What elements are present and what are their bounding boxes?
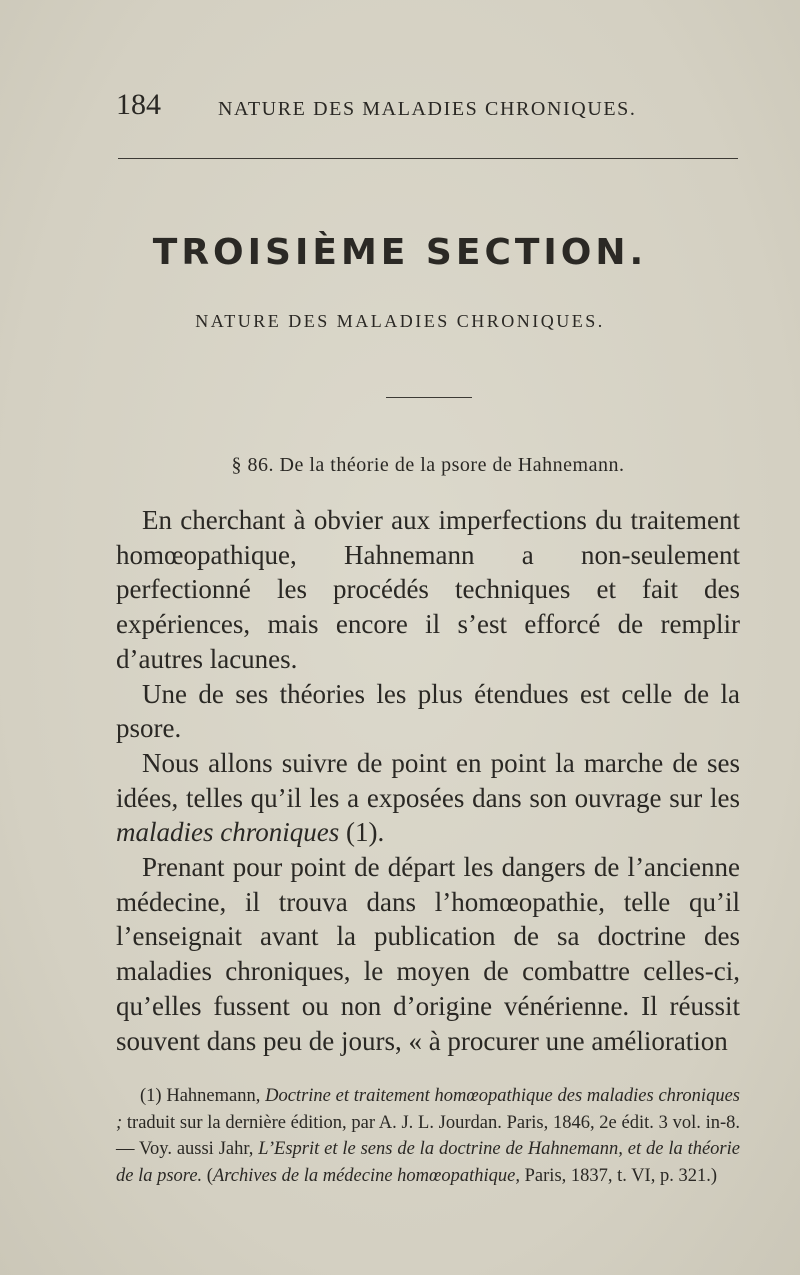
body-paragraph-2: Une de ses théories les plus étendues est celle de la psore. xyxy=(116,678,740,744)
body-text xyxy=(116,503,740,1058)
section-subtitle: NATURE DES MALADIES CHRONIQUES. xyxy=(195,311,605,331)
running-head xyxy=(116,88,738,128)
footnote-reference: (1). xyxy=(339,817,385,848)
section-title: TROISIÈME SECTION. xyxy=(152,232,648,273)
paragraph-heading: § 86. De la théorie de la psore de Hahnemann. xyxy=(231,454,625,476)
footnote-text-4: Paris, 1837, t. VI, p. 321.) xyxy=(520,1165,718,1186)
body-paragraph-1: En cherchant à obvier aux imperfections du traitement homœopathique, Hahnemann a non-seulement perfectionné les procédés techniques et fait des expériences, mais encore il s’est efforcé de remplir d’autres lacunes. xyxy=(116,505,740,674)
page-number: 184 xyxy=(116,88,161,121)
body-paragraph-3 xyxy=(116,746,740,850)
section-divider xyxy=(386,397,472,398)
footnote-work-1: Doctrine et traitement homœopathique des maladies chroniques ; xyxy=(116,1086,740,1133)
footnote xyxy=(116,1083,740,1189)
body-paragraph-3-text: Nous allons suivre de point en point la marche de ses idées, telles qu’il les a exposées dans son ouvrage sur les xyxy=(116,747,740,813)
book-title-italic: maladies chroniques xyxy=(116,817,340,848)
footnote-paragraph xyxy=(116,1083,740,1189)
body-paragraph-4: Prenant pour point de départ les dangers de l’ancienne médecine, il trouva dans l’homœopathie, telle qu’il l’enseignait avant la publication de sa doctrine des maladies chroniques, le moyen de combattre celles-ci, qu’elles fussent ou non d’origine vénérienne. Il réussit souvent dans peu de jours, « à procurer une amélioration xyxy=(116,852,740,1056)
footnote-work-2: L’Esprit et le sens de la doctrine de Hahnemann, et de la théorie de la psore. xyxy=(116,1139,740,1186)
footnote-marker: (1) Hahnemann, xyxy=(140,1086,266,1106)
header-rule xyxy=(118,158,738,159)
footnote-work-3: Archives de la médecine homœopathique, xyxy=(212,1165,521,1186)
footnote-text-2: traduit sur la dernière édition, par A. J. L. Jourdan. Paris, 1846, 2e édit. 3 vol. in-8.— Voy. aussi Jahr, xyxy=(116,1112,740,1159)
running-title: NATURE DES MALADIES CHRONIQUES. xyxy=(218,98,637,120)
footnote-text-3: ( xyxy=(202,1165,213,1186)
